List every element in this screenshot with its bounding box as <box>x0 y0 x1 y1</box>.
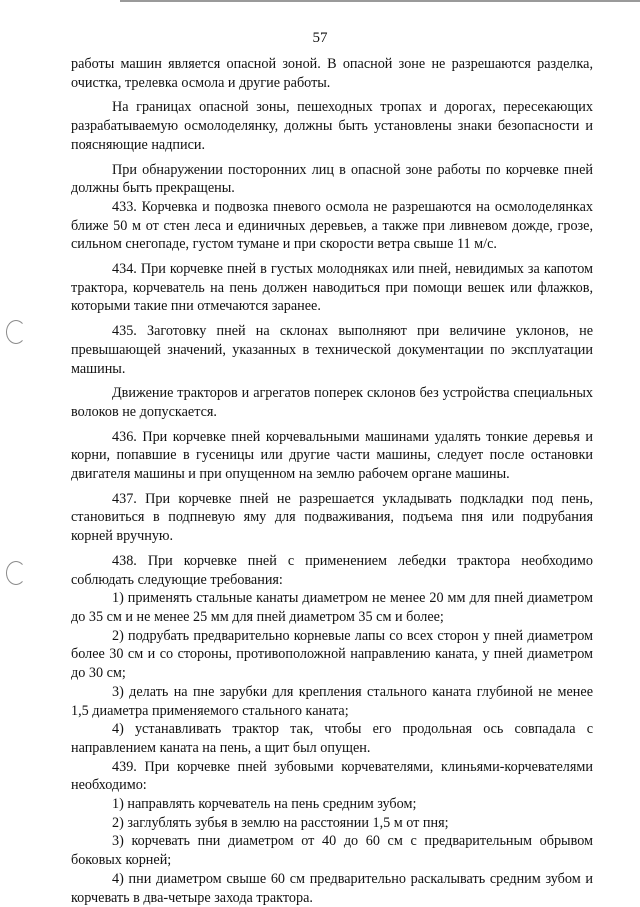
paragraph-439: 439. При корчевке пней зубовыми корчевателями, клиньями-корчевателями необходимо: <box>71 758 593 794</box>
paragraph-435: 435. Заготовку пней на склонах выполняют при величине уклонов, не превышающей значений, указанных в технической документации по эксплуатации машины. <box>71 323 593 377</box>
page-number: 57 <box>312 30 328 46</box>
paragraph: На границах опасной зоны, пешеходных тропах и дорогах, пересекающих разрабатываемую осмолоделянку, должны быть установлены знаки безопасности и поясняющие надписи. <box>71 99 593 153</box>
scan-top-edge <box>120 0 640 2</box>
list-item: 2) заглублять зубья в землю на расстоянии 1,5 м от пня; <box>112 814 449 831</box>
paragraph-438: 438. При корчевке пней с применением лебедки трактора необходимо соблюдать следующие требования: <box>71 552 593 588</box>
document-body <box>71 55 593 907</box>
list-item: 4) устанавливать трактор так, чтобы его продольная ось совпадала с направлением каната на пень, а щит был опущен. <box>71 721 593 756</box>
list-item: 3) делать на пне зарубки для крепления стального каната глубиной не менее 1,5 диаметра применяемого стального каната; <box>71 683 593 719</box>
paragraph-436: 436. При корчевке пней корчевальными машинами удалять тонкие деревья и корни, попавшие в гусеницы или другие части машины, следует после остановки двигателя машины и при опущенном на землю рабочем органе машины. <box>71 428 593 483</box>
list-item: 1) применять стальные канаты диаметром не менее 20 мм для пней диаметром до 35 см и не менее 25 мм для пней диаметром 35 см и более; <box>71 590 593 625</box>
paragraph-434: 434. При корчевке пней в густых молодняках или пней, невидимых за капотом трактора, корчеватель на пень должен наводиться при помощи вешек или флажков, которыми такие пни отмечаются заранее. <box>71 261 593 315</box>
paragraph: При обнаружении посторонних лиц в опасной зоне работы по корчевке пней должны быть прекращены. <box>71 161 593 197</box>
binder-hole-mark <box>6 320 26 344</box>
list-item: 1) направлять корчеватель на пень средним зубом; <box>112 796 417 813</box>
paragraph-437: 437. При корчевке пней не разрешается укладывать подкладки под пень, становиться в подпневую яму для подваживания, подъема пня или подрубания корней вручную. <box>71 490 593 545</box>
paragraph: работы машин является опасной зоной. В опасной зоне не разрешаются разделка, очистка, трелевка осмола и другие работы. <box>71 56 593 91</box>
list-item: 4) пни диаметром свыше 60 см предварительно раскалывать средним зубом и корчевать в два-четыре захода трактора. <box>71 870 593 906</box>
paragraph: Движение тракторов и агрегатов поперек склонов без устройства специальных волоков не допускается. <box>71 385 593 420</box>
list-item: 3) корчевать пни диаметром от 40 до 60 см с предварительным обрывом боковых корней; <box>71 833 593 869</box>
paragraph-433: 433. Корчевка и подвозка пневого осмола не разрешаются на осмолоделянках ближе 50 м от стен леса и единичных деревьев, а также при ливневом дожде, грозе, сильном снегопаде, густом тумане и при скорости ветра свыше 11 м/с. <box>71 198 593 253</box>
list-item: 2) подрубать предварительно корневые лапы со всех сторон у пней диаметром более 30 см и со стороны, противоположной направлению каната, у пней диаметром до 30 см; <box>71 627 593 682</box>
binder-hole-mark <box>6 561 26 585</box>
